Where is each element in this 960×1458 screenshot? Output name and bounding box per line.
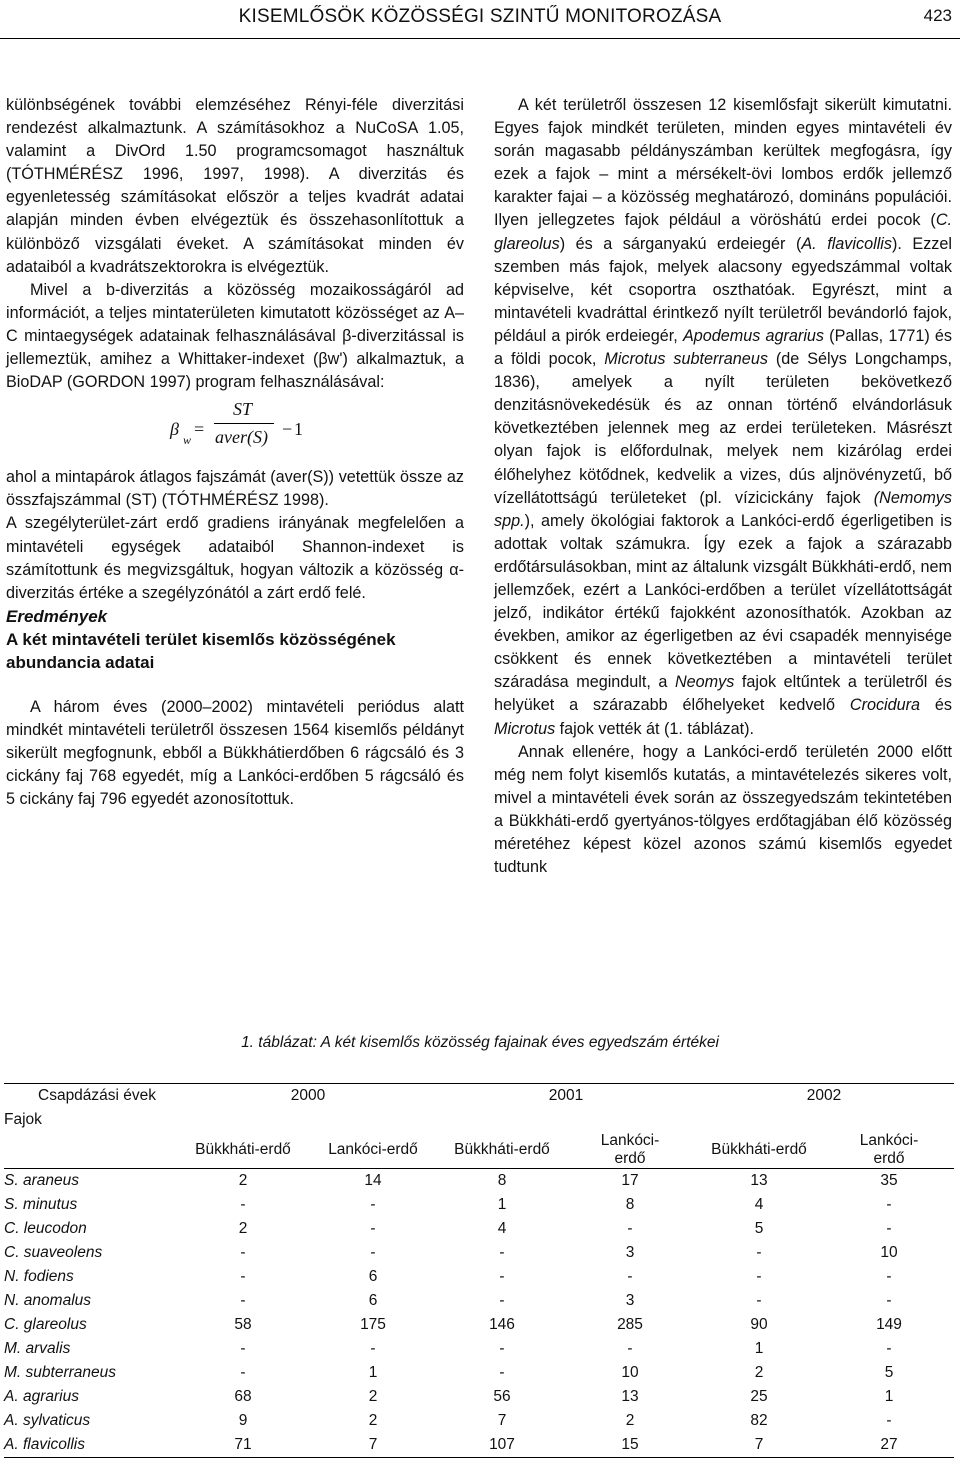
count-cell: 4 — [497, 1220, 507, 1237]
count-cell: - — [886, 1340, 892, 1357]
count-cell: 6 — [368, 1292, 378, 1309]
paragraph: A szegélyterület-zárt erdő gradiens irányának megfelelően a mintavételi egységek adataiból Shannon-indexet is számítottunk és megvizsgáltuk, hogyan változik a közösség α-diverzitás értéke a szegélyzónától a zárt erdő felé. — [6, 514, 464, 602]
count-cell: 107 — [489, 1436, 515, 1453]
count-cell: 146 — [489, 1316, 515, 1333]
count-cell: 5 — [754, 1220, 764, 1237]
count-cell: 149 — [876, 1316, 902, 1333]
species-name: C. leucodon — [4, 1220, 87, 1237]
table-year-row — [4, 1084, 954, 1109]
count-cell: 3 — [625, 1244, 635, 1261]
table-caption: 1. táblázat: A két kisemlős közösség fajainak éves egyedszám értékei — [241, 1034, 719, 1051]
count-cell: 25 — [750, 1388, 768, 1405]
count-cell: 7 — [497, 1412, 507, 1429]
count-cell: 2 — [754, 1364, 764, 1381]
count-cell: 2 — [368, 1388, 378, 1405]
species-name: S. minutus — [4, 1196, 78, 1213]
count-cell: 14 — [364, 1172, 382, 1189]
table-row — [4, 1265, 954, 1289]
count-cell: 82 — [750, 1412, 768, 1429]
count-cell: - — [240, 1196, 246, 1213]
count-cell: - — [370, 1340, 376, 1357]
page-number: 423 — [923, 6, 952, 25]
count-cell: 10 — [880, 1244, 898, 1261]
count-cell: 13 — [750, 1172, 768, 1189]
count-cell: 71 — [234, 1436, 252, 1453]
table-row — [4, 1241, 954, 1265]
section-heading: Eredmények — [6, 606, 108, 626]
subsection-heading: A két mintavételi terület kisemlős közösségének abundancia adatai — [6, 629, 396, 672]
count-cell: - — [756, 1244, 762, 1261]
site-header: Lankóci- erdő — [600, 1132, 660, 1167]
count-cell: - — [756, 1292, 762, 1309]
count-cell: 175 — [360, 1316, 386, 1333]
site-header: Lankóci-erdő — [328, 1141, 418, 1158]
species-name: M. subterraneus — [4, 1364, 116, 1381]
count-cell: 3 — [625, 1292, 635, 1309]
count-cell: 6 — [368, 1268, 378, 1285]
table-row — [4, 1337, 954, 1361]
count-cell: - — [240, 1244, 246, 1261]
formula-minus: − — [282, 419, 293, 440]
count-cell: - — [370, 1220, 376, 1237]
species-name: C. suaveolens — [4, 1244, 103, 1261]
paragraph: különbségének további elemzéséhez Rényi-féle diverzitási rendezést alkalmaztunk. A számításokhoz a NuCoSA 1.05, valamint a DivOrd 1.50 programcsomagot használtuk (TÓTHMÉRÉSZ 1996, 1997, 1998). A diverzitás és egyenletesség számításokat először a teljes kvadrát adatai alapján minden évben elvégeztük és összehasonlítottuk a különböző vizsgálati éveket. A számításokat minden év adataiból a kvadrátszektorokra is elvégeztük. — [6, 96, 464, 276]
count-cell: 7 — [754, 1436, 764, 1453]
table-row — [4, 1313, 954, 1337]
count-cell: - — [240, 1364, 246, 1381]
species-table — [4, 1083, 954, 1458]
running-title: KISEMLŐSÖK KÖZÖSSÉGI SZINTŰ MONITOROZÁSA — [238, 6, 722, 27]
right-column — [494, 94, 952, 879]
count-cell: 58 — [234, 1316, 252, 1333]
count-cell: - — [370, 1196, 376, 1213]
species-name: N. anomalus — [4, 1292, 92, 1309]
year-header: 2002 — [806, 1087, 842, 1104]
formula-numerator: ST — [233, 399, 253, 420]
count-cell: - — [627, 1220, 633, 1237]
table-fajok-row — [4, 1108, 954, 1132]
count-cell: 2 — [238, 1220, 248, 1237]
left-column — [6, 94, 464, 811]
count-cell: - — [240, 1268, 246, 1285]
species-name: N. fodiens — [4, 1268, 74, 1285]
count-cell: 90 — [750, 1316, 768, 1333]
formula-denominator: aver(S) — [215, 427, 268, 448]
count-cell: 285 — [617, 1316, 643, 1333]
site-header: Bükkháti-erdő — [454, 1141, 550, 1158]
whittaker-formula — [6, 399, 464, 460]
count-cell: 56 — [493, 1388, 511, 1405]
count-cell: 13 — [621, 1388, 639, 1405]
count-cell: - — [886, 1220, 892, 1237]
count-cell: 1 — [497, 1196, 507, 1213]
species-name: A. sylvaticus — [4, 1412, 91, 1429]
corner-label: Csapdázási évek — [38, 1087, 157, 1104]
species-name: A. agrarius — [4, 1388, 79, 1405]
count-cell: 8 — [497, 1172, 507, 1189]
count-cell: 9 — [238, 1412, 248, 1429]
count-cell: 7 — [368, 1436, 378, 1453]
paragraph: Mivel a b-diverzitás a közösség mozaikosságáról ad információt, a teljes mintaterületen kimutatott közösséget az A–C mintaegységek adatainak felhasználásával β-diverzitással is jellemeztük, amihez a Whittaker-indexet (βw') alkalmaztuk, a BioDAP (GORDON 1997) program felhasználásával: — [6, 280, 464, 392]
formula-one: 1 — [294, 419, 303, 440]
species-name: M. arvalis — [4, 1340, 71, 1357]
table-row — [4, 1193, 954, 1217]
paragraph: A két területről összesen 12 kisemlősfajt sikerült kimutatni. Egyes fajok mindkét területen, minden egyes mintavételi év során magasabb példányszámban kerültek megfogásra, így ezek a fajok – mint a mérsékelt-övi lombos erdők jellemző karakter fajai – a közösség meghatározó, domináns populációi. Ilyen jellegzetes fajok például a vöröshátú erdei pocok (C. glareolus) és a sárganyakú erdeiegér (A. flavicollis). Ezzel szemben más fajok, melyek alacsony egyedszámmal voltak képviselve, két csoportra oszthatóak. Egyrészt, mint a mintavételi kvadráttal érintkező nyílt területről bevándorló fajok, például a pirók erdeiegér, Apodemus agrarius (Pallas, 1771) és a földi pocok, Microtus subterraneus (de Sélys Longchamps, 1836), amelyek a nyílt területen bekövetkező denzitásnövekedésük és az onnan történő elvándorlásuk következtében jelennek meg az erdei területeken. Másrészt olyan fajok is előfordulnak, melyek nem kizárólag erdei élőhelyhez kötődnek, kedvelik a vizes, dús aljnövényzetű, bő vízellátottságú területeket (pl. vízicickány fajok (Nemomys spp.), amely ökológiai faktorok a Lankóci-erdő égerligetiben is adottak voltak számukra. Így ezek a fajok a szárazabb erdőtársulásokban, mint az általunk vizsgált Bükkháti-erdő, nem jellemzőek, ezért a Lankóci-erdőben a terület vízellátottságát jelző, indikátor értékű fajokként azonosíthatók. Azokban az években, amikor az égerligetben az évi csapadék mennyisége csökkent és ennek következtében a mintavételi terület száradása megindult, a Neomys fajok eltűntek a területről és helyüket a szárazabb élőhelyeket kedvelő Crocidura és Microtus fajok vették át (1. táblázat). — [494, 96, 952, 738]
site-header: Bükkháti-erdő — [711, 1141, 807, 1158]
formula-subscript: w — [183, 433, 192, 448]
count-cell: 27 — [880, 1436, 898, 1453]
table-row — [4, 1217, 954, 1241]
count-cell: 4 — [754, 1196, 764, 1213]
count-cell: - — [886, 1196, 892, 1213]
species-name: S. araneus — [4, 1172, 79, 1189]
count-cell: - — [499, 1364, 505, 1381]
count-cell: - — [756, 1268, 762, 1285]
table-row — [4, 1361, 954, 1385]
species-name: A. flavicollis — [4, 1436, 85, 1453]
formula-beta: β — [170, 419, 179, 440]
count-cell: - — [627, 1268, 633, 1285]
site-header: Lankóci- erdő — [859, 1132, 919, 1167]
table-row — [4, 1169, 954, 1194]
table-row — [4, 1385, 954, 1409]
count-cell: - — [886, 1292, 892, 1309]
count-cell: 2 — [368, 1412, 378, 1429]
count-cell: 1 — [754, 1340, 764, 1357]
fraction-bar — [214, 423, 274, 424]
count-cell: - — [499, 1244, 505, 1261]
count-cell: 5 — [884, 1364, 894, 1381]
year-header: 2001 — [548, 1087, 584, 1104]
count-cell: - — [627, 1340, 633, 1357]
count-cell: 17 — [621, 1172, 639, 1189]
paragraph: A három éves (2000–2002) mintavételi periódus alatt mindkét mintavételi területről összesen 1564 kisemlős példányt sikerült megfognunk, ebből a Bükkhátierdőben 6 rágcsáló és 3 cickány faj 768 egyedét, míg a Lankóci-erdőben 5 rágcsáló és 5 cickány faj 796 egyedét azonosítottuk. — [6, 697, 464, 809]
count-cell: - — [886, 1268, 892, 1285]
count-cell: 68 — [234, 1388, 252, 1405]
count-cell: 1 — [368, 1364, 378, 1381]
count-cell: - — [499, 1292, 505, 1309]
table-row — [4, 1433, 954, 1458]
species-name: C. glareolus — [4, 1316, 87, 1333]
count-cell: 10 — [621, 1364, 639, 1381]
count-cell: 2 — [625, 1412, 635, 1429]
site-header: Bükkháti-erdő — [195, 1141, 291, 1158]
count-cell: 35 — [880, 1172, 898, 1189]
count-cell: - — [499, 1340, 505, 1357]
count-cell: - — [240, 1340, 246, 1357]
year-header: 2000 — [290, 1087, 326, 1104]
table-row — [4, 1409, 954, 1433]
count-cell: 15 — [621, 1436, 639, 1453]
table-row — [4, 1289, 954, 1313]
paragraph: Annak ellenére, hogy a Lankóci-erdő területén 2000 előtt még nem folyt kisemlős kutatás, a mintavételezés sikeres volt, mivel a mintavételi évek során az összegyedszám tekintetében a Bükkháti-erdő gyertyános-tölgyes erdőtagjában élő közösség méretéhez képest közel azonos számú kisemlős egyedet tudtunk — [494, 742, 952, 877]
header-divider — [0, 38, 960, 39]
count-cell: - — [499, 1268, 505, 1285]
page-header — [0, 0, 960, 36]
count-cell: 2 — [238, 1172, 248, 1189]
count-cell: 8 — [625, 1196, 635, 1213]
formula-equals: = — [194, 419, 205, 440]
paragraph: ahol a mintapárok átlagos fajszámát (aver(S)) vetettük össze az összfajszámmal (ST) (TÓTHMÉRÉSZ 1998). — [6, 468, 464, 510]
corner-label: Fajok — [4, 1111, 42, 1128]
count-cell: 1 — [884, 1388, 894, 1405]
count-cell: - — [370, 1244, 376, 1261]
count-cell: - — [240, 1292, 246, 1309]
count-cell: - — [886, 1412, 892, 1429]
table-site-row — [4, 1132, 954, 1169]
